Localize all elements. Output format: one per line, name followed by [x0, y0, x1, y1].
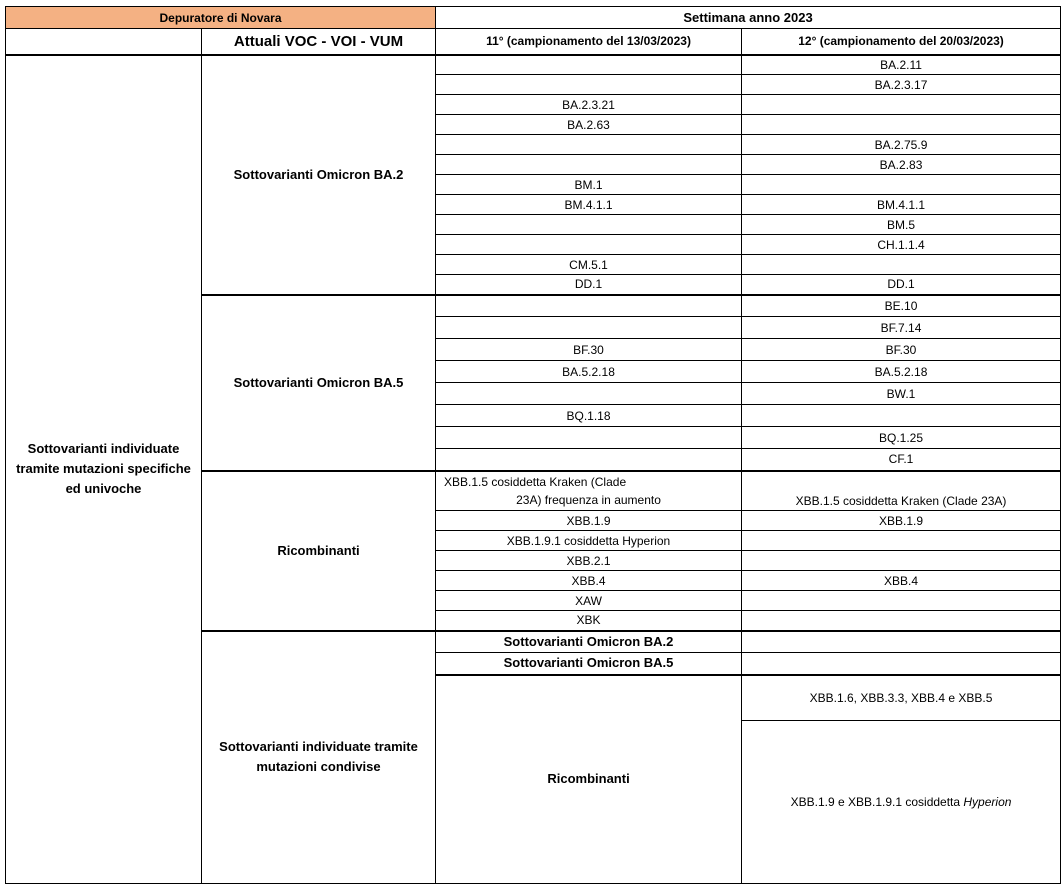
ba2-group-label: Sottovarianti Omicron BA.2 [202, 55, 436, 295]
recomb-group-label: Ricombinanti [202, 471, 436, 631]
week12-cell: BA.2.83 [742, 155, 1061, 175]
kraken-line2: 23A) frequenza in aumento [516, 492, 661, 507]
week12-cell: BA.2.3.17 [742, 75, 1061, 95]
week11-cell [436, 427, 742, 449]
corner-cell [6, 29, 202, 55]
week11-cell [436, 55, 742, 75]
week12-cell: BA.2.11 [742, 55, 1061, 75]
week12-cell [742, 591, 1061, 611]
section1-label: Sottovarianti individuate tramite mutazioni specifiche ed univoche [6, 55, 202, 884]
site-header: Depuratore di Novara [6, 7, 436, 29]
week12-cell [742, 175, 1061, 195]
week11-cell [436, 155, 742, 175]
week11-cell [436, 215, 742, 235]
hyperion-italic: Hyperion [963, 795, 1012, 809]
week11-cell: XBK [436, 611, 742, 631]
section2-label: Sottovarianti individuate tramite mutazioni condivise [202, 631, 436, 884]
week12-cell: DD.1 [742, 275, 1061, 295]
week12-cell: BA.2.75.9 [742, 135, 1061, 155]
week11-cell [742, 721, 1061, 884]
week11-cell: XBB.1.9.1 cosiddetta Hyperion [436, 531, 742, 551]
week11-header: 11° (campionamento del 13/03/2023) [436, 29, 742, 55]
week11-cell [436, 471, 742, 511]
s2-recomb-label: Ricombinanti [436, 675, 742, 884]
week12-cell: BW.1 [742, 383, 1061, 405]
hyperion-text: XBB.1.9 e XBB.1.9.1 cosiddetta [790, 795, 964, 809]
week11-cell [436, 75, 742, 95]
week12-cell: BM.4.1.1 [742, 195, 1061, 215]
week12-cell: BM.5 [742, 215, 1061, 235]
week11-cell [742, 631, 1061, 653]
week11-cell [436, 235, 742, 255]
week12-cell [742, 531, 1061, 551]
week12-cell [742, 405, 1061, 427]
week12-cell: XBB.4 [742, 571, 1061, 591]
week12-cell [742, 255, 1061, 275]
week12-cell [742, 95, 1061, 115]
week11-cell: CM.5.1 [436, 255, 742, 275]
week12-cell [742, 551, 1061, 571]
week12-header: 12° (campionamento del 20/03/2023) [742, 29, 1061, 55]
week11-cell: BA.2.3.21 [436, 95, 742, 115]
week-header: Settimana anno 2023 [436, 7, 1061, 29]
week11-cell: BF.30 [436, 339, 742, 361]
week12-cell: XBB.1.5 cosiddetta Kraken (Clade 23A) [742, 471, 1061, 511]
week11-cell: BM.4.1.1 [436, 195, 742, 215]
week12-cell: BF.7.14 [742, 317, 1061, 339]
s2-ba2-label: Sottovarianti Omicron BA.2 [436, 631, 742, 653]
week11-cell: BA.2.63 [436, 115, 742, 135]
week11-cell [436, 449, 742, 471]
week11-cell: BM.1 [436, 175, 742, 195]
week11-cell [742, 653, 1061, 675]
week12-cell: BE.10 [742, 295, 1061, 317]
week11-cell: XBB.1.6, XBB.3.3, XBB.4 e XBB.5 [742, 675, 1061, 721]
week11-cell: XAW [436, 591, 742, 611]
week12-cell: XBB.1.9 [742, 511, 1061, 531]
week11-cell: XBB.2.1 [436, 551, 742, 571]
week12-cell: BQ.1.25 [742, 427, 1061, 449]
week11-cell: XBB.1.9 [436, 511, 742, 531]
table-row [6, 55, 1061, 75]
s2-ba5-label: Sottovarianti Omicron BA.5 [436, 653, 742, 675]
week11-cell [436, 383, 742, 405]
week12-cell: BA.5.2.18 [742, 361, 1061, 383]
week11-cell: DD.1 [436, 275, 742, 295]
week11-cell [436, 295, 742, 317]
week11-cell [436, 317, 742, 339]
week12-cell: CF.1 [742, 449, 1061, 471]
week12-cell [742, 115, 1061, 135]
week11-cell [436, 135, 742, 155]
ba5-group-label: Sottovarianti Omicron BA.5 [202, 295, 436, 471]
week12-cell: CH.1.1.4 [742, 235, 1061, 255]
variants-table [5, 6, 1061, 884]
week12-cell: BF.30 [742, 339, 1061, 361]
week11-cell: BA.5.2.18 [436, 361, 742, 383]
week11-cell: BQ.1.18 [436, 405, 742, 427]
week11-cell: XBB.4 [436, 571, 742, 591]
week12-cell [742, 611, 1061, 631]
voc-header: Attuali VOC - VOI - VUM [202, 29, 436, 55]
kraken-line1: XBB.1.5 cosiddetta Kraken (Clade [444, 474, 627, 489]
